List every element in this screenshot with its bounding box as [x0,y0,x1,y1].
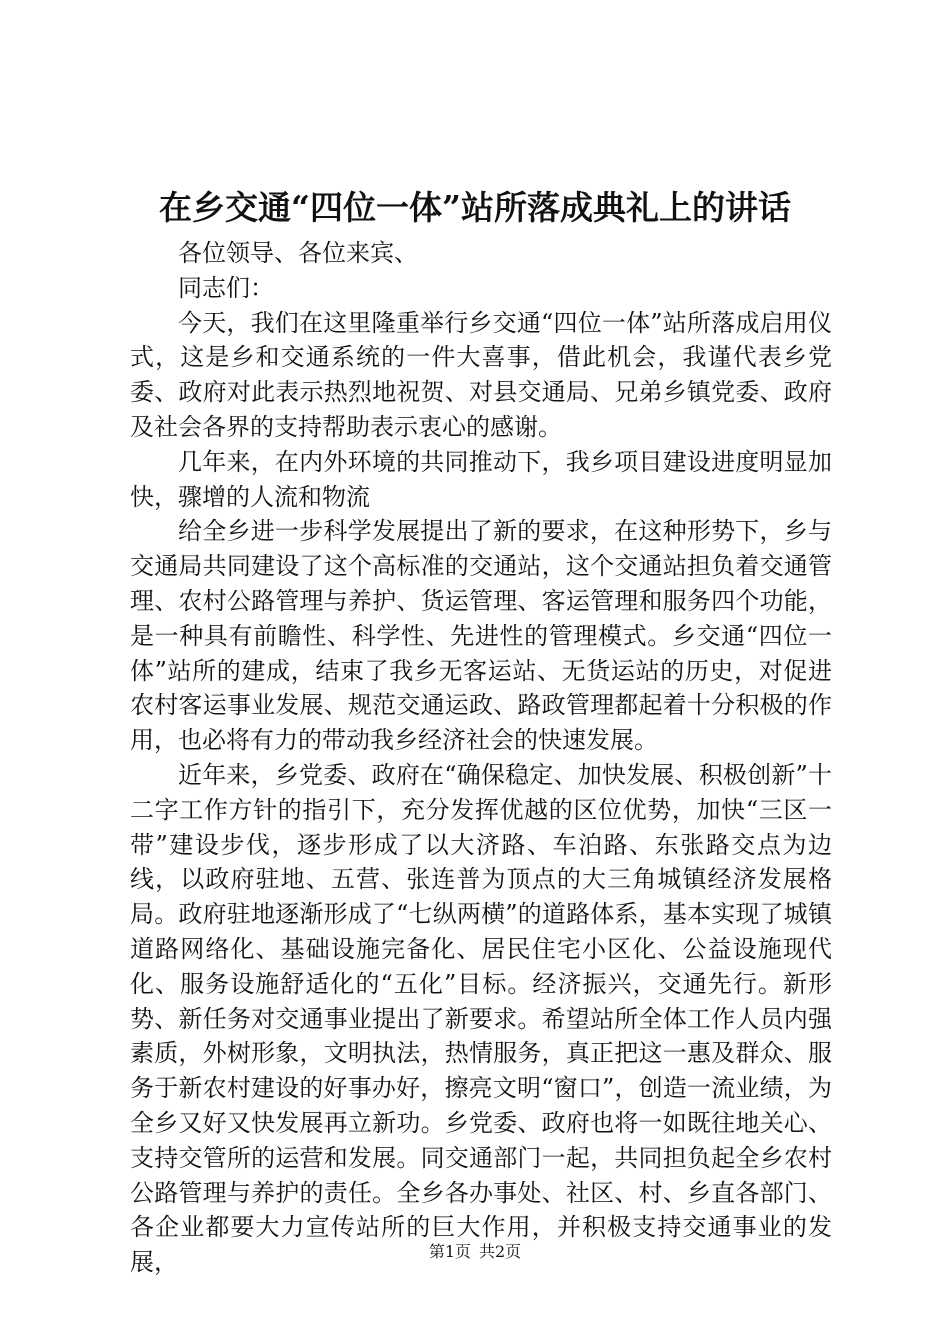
document-body [130,236,832,1280]
page-total: 共2页 [479,1242,522,1261]
page-number: 第1页 [428,1242,471,1261]
body-paragraph: 几年来，在内外环境的共同推动下，我乡项目建设进度明显加快，骤增的人流和物流 [130,447,832,511]
body-paragraph: 今天，我们在这里隆重举行乡交通“四位一体”站所落成启用仪式，这是乡和交通系统的一件大喜事，借此机会，我谨代表乡党委、政府对此表示热烈地祝贺、对县交通局、兄弟乡镇党委、政府及社会各界的支持帮助表示衷心的感谢。 [130,308,832,441]
body-paragraph: 给全乡进一步科学发展提出了新的要求，在这种形势下，乡与交通局共同建设了这个高标准的交通站，这个交通站担负着交通管理、农村公路管理与养护、货运管理、客运管理和服务四个功能，是一种具有前瞻性、科学性、先进性的管理模式。乡交通“四位一体”站所的建成，结束了我乡无客运站、无货运站的历史，对促进农村客运事业发展、规范交通运政、路政管理都起着十分积极的作用，也必将有力的带动我乡经济社会的快速发展。 [130,517,832,755]
page-footer [0,1240,950,1264]
salutation-line-1: 各位领导、各位来宾、 [178,239,418,267]
body-paragraph: 近年来，乡党委、政府在“确保稳定、加快发展、积极创新”十二字工作方针的指引下，充分发挥优越的区位优势，加快“三区一带”建设步伐，逐步形成了以大济路、车泊路、东张路交点为边线，以政府驻地、五营、张连普为顶点的大三角城镇经济发展格局。政府驻地逐渐形成了“七纵两横”的道路体系，基本实现了城镇道路网络化、基础设施完备化、居民住宅小区化、公益设施现代化、服务设施舒适化的“五化”目标。经济振兴，交通先行。新形势、新任务对交通事业提出了新要求。希望站所全体工作人员内强素质，外树形象，文明执法，热情服务，真正把这一惠及群众、服务于新农村建设的好事办好，擦亮文明“窗口”，创造一流业绩，为全乡又好又快发展再立新功。乡党委、政府也将一如既往地关心、支持交管所的运营和发展。同交通部门一起，共同担负起全乡农村公路管理与养护的责任。全乡各办事处、社区、村、乡直各部门、各企业都要大力宣传站所的巨大作用，并积极支持交通事业的发展， [130,760,832,1277]
document-title: 在乡交通“四位一体”站所落成典礼上的讲话 [159,188,791,227]
salutation-line-2: 同志们： [178,273,274,302]
